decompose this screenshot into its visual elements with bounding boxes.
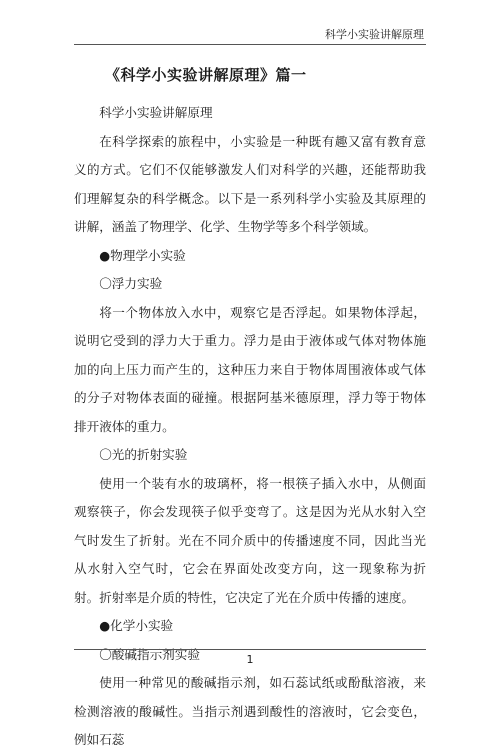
subsection-heading-buoyancy: 〇浮力实验: [99, 276, 163, 291]
footer-rule: [74, 649, 426, 650]
section-heading-physics: ●物理学小实验: [99, 247, 186, 263]
subsection-heading-refraction: 〇光的折射实验: [99, 447, 188, 462]
paragraph-indicator: 使用一种常见的酸碱指示剂，如石蕊试纸或酚酞溶液，来检测溶液的酸碱性。当指示剂遇到酸性的溶液时，它会变色，例如石蕊: [74, 675, 426, 747]
document-title: 《科学小实验讲解原理》篇一: [105, 66, 307, 84]
subsection-heading-indicator: 〇酸碱指示剂实验: [99, 646, 200, 662]
section-heading-chemistry: ●化学小实验: [99, 618, 174, 633]
paragraph-intro: 在科学探索的旅程中，小实验是一种既有趣又富有教育意义的方式。它们不仅能够激发人们对科学的兴趣，还能帮助我们理解复杂的科学概念。以下是一系列科学小实验及其原理的讲解，涵盖了物理学、化学、生物学等多个科学领域。: [74, 133, 426, 234]
page-header-title: 科学小实验讲解原理: [325, 28, 424, 41]
paragraph-buoyancy: 将一个物体放入水中，观察它是否浮起。如果物体浮起，说明它受到的浮力大于重力。浮力是由于液体或气体对物体施加的向上压力而产生的，这种压力来自于物体周围液体或气体的分子对物体表面的碰撞。根据阿基米德原理，浮力等于物体排开液体的重力。: [74, 304, 426, 434]
paragraph-subtitle: 科学小实验讲解原理: [99, 105, 213, 120]
paragraph-refraction: 使用一个装有水的玻璃杯，将一根筷子插入水中，从侧面观察筷子，你会发现筷子似乎变弯了。这是因为光从水射入空气时发生了折射。光在不同介质中的传播速度不同，因此当光从水射入空气时，它会在界面处改变方向，这一现象称为折射。折射率是介质的特性，它决定了光在介质中传播的速度。: [74, 475, 426, 605]
page-number: 1: [246, 653, 254, 666]
header-rule: [74, 44, 426, 45]
